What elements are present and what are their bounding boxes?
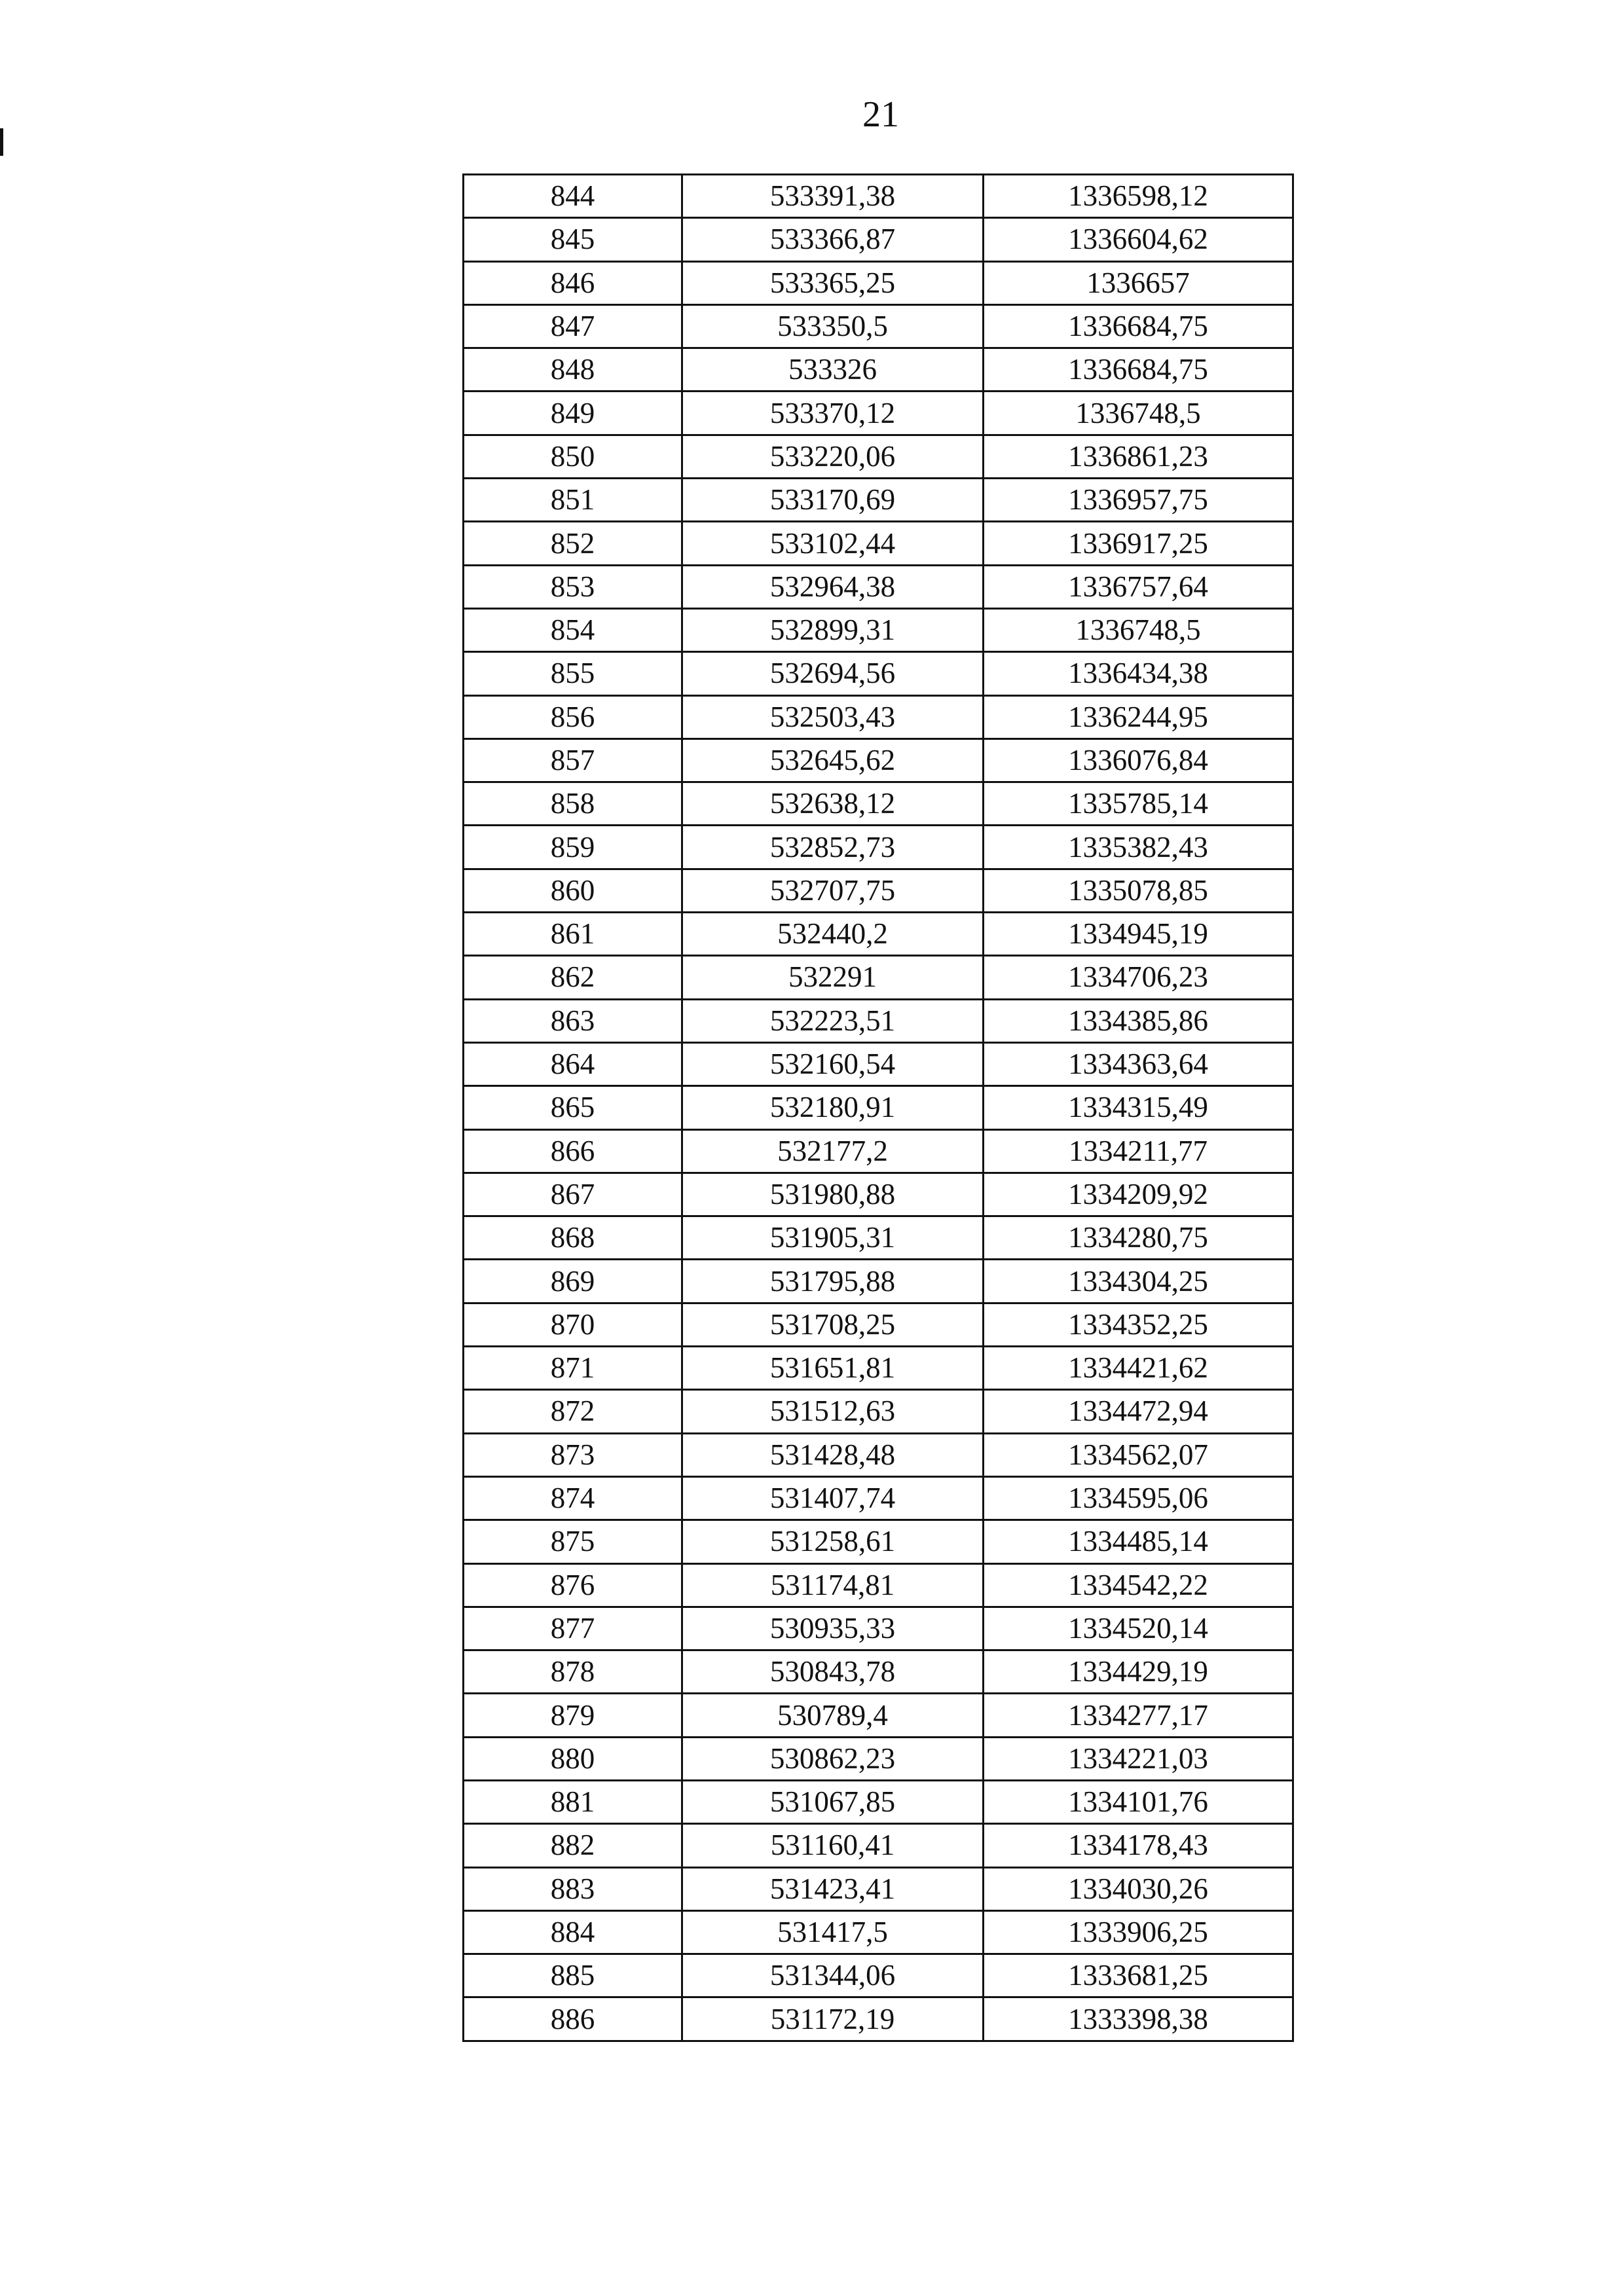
x-coordinate-cell: 532694,56 bbox=[682, 652, 984, 695]
point-number-cell: 848 bbox=[464, 348, 682, 392]
table-row bbox=[464, 913, 1293, 956]
x-coordinate-cell: 532223,51 bbox=[682, 999, 984, 1042]
x-coordinate-cell: 530789,4 bbox=[682, 1694, 984, 1737]
point-number-cell: 871 bbox=[464, 1347, 682, 1390]
x-coordinate-cell: 533326 bbox=[682, 348, 984, 392]
y-coordinate-cell: 1336076,84 bbox=[984, 738, 1293, 782]
point-number-cell: 850 bbox=[464, 435, 682, 478]
table-row bbox=[464, 1954, 1293, 1997]
x-coordinate-cell: 531172,19 bbox=[682, 1997, 984, 2041]
table-row bbox=[464, 738, 1293, 782]
table-row bbox=[464, 1607, 1293, 1650]
table-row bbox=[464, 1129, 1293, 1173]
x-coordinate-cell: 532503,43 bbox=[682, 695, 984, 738]
y-coordinate-cell: 1334562,07 bbox=[984, 1433, 1293, 1476]
table-row bbox=[464, 1563, 1293, 1607]
table-row bbox=[464, 1520, 1293, 1563]
y-coordinate-cell: 1336604,62 bbox=[984, 218, 1293, 261]
x-coordinate-cell: 530862,23 bbox=[682, 1737, 984, 1780]
x-coordinate-cell: 533220,06 bbox=[682, 435, 984, 478]
point-number-cell: 869 bbox=[464, 1260, 682, 1303]
y-coordinate-cell: 1334472,94 bbox=[984, 1390, 1293, 1433]
point-number-cell: 876 bbox=[464, 1563, 682, 1607]
point-number-cell: 868 bbox=[464, 1216, 682, 1260]
table-row bbox=[464, 1650, 1293, 1694]
point-number-cell: 879 bbox=[464, 1694, 682, 1737]
x-coordinate-cell: 532645,62 bbox=[682, 738, 984, 782]
table-row bbox=[464, 695, 1293, 738]
y-coordinate-cell: 1333681,25 bbox=[984, 1954, 1293, 1997]
table-row bbox=[464, 1390, 1293, 1433]
x-coordinate-cell: 532899,31 bbox=[682, 608, 984, 651]
table-row bbox=[464, 1910, 1293, 1954]
x-coordinate-cell: 532964,38 bbox=[682, 565, 984, 608]
y-coordinate-cell: 1336598,12 bbox=[984, 175, 1293, 218]
y-coordinate-cell: 1334595,06 bbox=[984, 1476, 1293, 1520]
y-coordinate-cell: 1336684,75 bbox=[984, 304, 1293, 348]
y-coordinate-cell: 1334485,14 bbox=[984, 1520, 1293, 1563]
table-row bbox=[464, 1260, 1293, 1303]
x-coordinate-cell: 531980,88 bbox=[682, 1173, 984, 1216]
y-coordinate-cell: 1336757,64 bbox=[984, 565, 1293, 608]
y-coordinate-cell: 1336684,75 bbox=[984, 348, 1293, 392]
coordinates-table bbox=[462, 173, 1294, 2042]
y-coordinate-cell: 1335382,43 bbox=[984, 826, 1293, 869]
table-row bbox=[464, 1433, 1293, 1476]
table-row bbox=[464, 435, 1293, 478]
point-number-cell: 881 bbox=[464, 1780, 682, 1823]
y-coordinate-cell: 1334706,23 bbox=[984, 956, 1293, 999]
table-row bbox=[464, 565, 1293, 608]
point-number-cell: 867 bbox=[464, 1173, 682, 1216]
x-coordinate-cell: 531160,41 bbox=[682, 1824, 984, 1867]
y-coordinate-cell: 1336748,5 bbox=[984, 608, 1293, 651]
x-coordinate-cell: 532180,91 bbox=[682, 1086, 984, 1129]
page-number: 21 bbox=[862, 94, 899, 135]
table-row bbox=[464, 999, 1293, 1042]
x-coordinate-cell: 532160,54 bbox=[682, 1042, 984, 1085]
table-row bbox=[464, 956, 1293, 999]
point-number-cell: 851 bbox=[464, 479, 682, 522]
y-coordinate-cell: 1335785,14 bbox=[984, 782, 1293, 826]
y-coordinate-cell: 1334363,64 bbox=[984, 1042, 1293, 1085]
x-coordinate-cell: 531905,31 bbox=[682, 1216, 984, 1260]
x-coordinate-cell: 532177,2 bbox=[682, 1129, 984, 1173]
x-coordinate-cell: 533391,38 bbox=[682, 175, 984, 218]
table-row bbox=[464, 1780, 1293, 1823]
y-coordinate-cell: 1334352,25 bbox=[984, 1303, 1293, 1346]
table-row bbox=[464, 1042, 1293, 1085]
x-coordinate-cell: 531258,61 bbox=[682, 1520, 984, 1563]
table-row bbox=[464, 218, 1293, 261]
y-coordinate-cell: 1334421,62 bbox=[984, 1347, 1293, 1390]
y-coordinate-cell: 1336434,38 bbox=[984, 652, 1293, 695]
table-row bbox=[464, 1216, 1293, 1260]
y-coordinate-cell: 1336957,75 bbox=[984, 479, 1293, 522]
x-coordinate-cell: 531423,41 bbox=[682, 1867, 984, 1910]
point-number-cell: 852 bbox=[464, 522, 682, 565]
point-number-cell: 853 bbox=[464, 565, 682, 608]
table-row bbox=[464, 1347, 1293, 1390]
y-coordinate-cell: 1334178,43 bbox=[984, 1824, 1293, 1867]
table-row bbox=[464, 608, 1293, 651]
scan-edge-mark bbox=[0, 128, 3, 156]
point-number-cell: 861 bbox=[464, 913, 682, 956]
point-number-cell: 845 bbox=[464, 218, 682, 261]
point-number-cell: 872 bbox=[464, 1390, 682, 1433]
x-coordinate-cell: 531174,81 bbox=[682, 1563, 984, 1607]
point-number-cell: 864 bbox=[464, 1042, 682, 1085]
table-row bbox=[464, 826, 1293, 869]
y-coordinate-cell: 1334101,76 bbox=[984, 1780, 1293, 1823]
x-coordinate-cell: 530843,78 bbox=[682, 1650, 984, 1694]
point-number-cell: 847 bbox=[464, 304, 682, 348]
point-number-cell: 870 bbox=[464, 1303, 682, 1346]
table-row bbox=[464, 652, 1293, 695]
table-row bbox=[464, 1303, 1293, 1346]
x-coordinate-cell: 533170,69 bbox=[682, 479, 984, 522]
table-row bbox=[464, 1086, 1293, 1129]
point-number-cell: 878 bbox=[464, 1650, 682, 1694]
table-row bbox=[464, 479, 1293, 522]
x-coordinate-cell: 533350,5 bbox=[682, 304, 984, 348]
point-number-cell: 849 bbox=[464, 392, 682, 435]
y-coordinate-cell: 1334385,86 bbox=[984, 999, 1293, 1042]
table-row bbox=[464, 304, 1293, 348]
y-coordinate-cell: 1334277,17 bbox=[984, 1694, 1293, 1737]
table-row bbox=[464, 1173, 1293, 1216]
point-number-cell: 874 bbox=[464, 1476, 682, 1520]
y-coordinate-cell: 1336657 bbox=[984, 261, 1293, 304]
y-coordinate-cell: 1336748,5 bbox=[984, 392, 1293, 435]
point-number-cell: 862 bbox=[464, 956, 682, 999]
y-coordinate-cell: 1336244,95 bbox=[984, 695, 1293, 738]
table-row bbox=[464, 522, 1293, 565]
x-coordinate-cell: 532707,75 bbox=[682, 869, 984, 912]
table-row bbox=[464, 261, 1293, 304]
y-coordinate-cell: 1334280,75 bbox=[984, 1216, 1293, 1260]
x-coordinate-cell: 531708,25 bbox=[682, 1303, 984, 1346]
point-number-cell: 860 bbox=[464, 869, 682, 912]
point-number-cell: 882 bbox=[464, 1824, 682, 1867]
point-number-cell: 858 bbox=[464, 782, 682, 826]
y-coordinate-cell: 1334520,14 bbox=[984, 1607, 1293, 1650]
point-number-cell: 886 bbox=[464, 1997, 682, 2041]
point-number-cell: 855 bbox=[464, 652, 682, 695]
x-coordinate-cell: 533366,87 bbox=[682, 218, 984, 261]
y-coordinate-cell: 1334542,22 bbox=[984, 1563, 1293, 1607]
x-coordinate-cell: 531651,81 bbox=[682, 1347, 984, 1390]
point-number-cell: 859 bbox=[464, 826, 682, 869]
x-coordinate-cell: 531344,06 bbox=[682, 1954, 984, 1997]
x-coordinate-cell: 533370,12 bbox=[682, 392, 984, 435]
point-number-cell: 884 bbox=[464, 1910, 682, 1954]
table-row bbox=[464, 348, 1293, 392]
y-coordinate-cell: 1334221,03 bbox=[984, 1737, 1293, 1780]
point-number-cell: 880 bbox=[464, 1737, 682, 1780]
x-coordinate-cell: 533102,44 bbox=[682, 522, 984, 565]
table-row bbox=[464, 1694, 1293, 1737]
y-coordinate-cell: 1334315,49 bbox=[984, 1086, 1293, 1129]
coordinates-table-body bbox=[464, 175, 1293, 2041]
point-number-cell: 863 bbox=[464, 999, 682, 1042]
x-coordinate-cell: 533365,25 bbox=[682, 261, 984, 304]
y-coordinate-cell: 1333906,25 bbox=[984, 1910, 1293, 1954]
point-number-cell: 844 bbox=[464, 175, 682, 218]
point-number-cell: 875 bbox=[464, 1520, 682, 1563]
y-coordinate-cell: 1334304,25 bbox=[984, 1260, 1293, 1303]
point-number-cell: 865 bbox=[464, 1086, 682, 1129]
x-coordinate-cell: 532440,2 bbox=[682, 913, 984, 956]
x-coordinate-cell: 531067,85 bbox=[682, 1780, 984, 1823]
point-number-cell: 854 bbox=[464, 608, 682, 651]
point-number-cell: 857 bbox=[464, 738, 682, 782]
y-coordinate-cell: 1334211,77 bbox=[984, 1129, 1293, 1173]
point-number-cell: 877 bbox=[464, 1607, 682, 1650]
table-row bbox=[464, 869, 1293, 912]
table-row bbox=[464, 1997, 1293, 2041]
table-row bbox=[464, 175, 1293, 218]
x-coordinate-cell: 531428,48 bbox=[682, 1433, 984, 1476]
point-number-cell: 883 bbox=[464, 1867, 682, 1910]
x-coordinate-cell: 531795,88 bbox=[682, 1260, 984, 1303]
table-row bbox=[464, 782, 1293, 826]
table-row bbox=[464, 392, 1293, 435]
point-number-cell: 846 bbox=[464, 261, 682, 304]
x-coordinate-cell: 531512,63 bbox=[682, 1390, 984, 1433]
x-coordinate-cell: 531417,5 bbox=[682, 1910, 984, 1954]
x-coordinate-cell: 530935,33 bbox=[682, 1607, 984, 1650]
y-coordinate-cell: 1334429,19 bbox=[984, 1650, 1293, 1694]
y-coordinate-cell: 1334209,92 bbox=[984, 1173, 1293, 1216]
table-row bbox=[464, 1737, 1293, 1780]
point-number-cell: 866 bbox=[464, 1129, 682, 1173]
point-number-cell: 885 bbox=[464, 1954, 682, 1997]
x-coordinate-cell: 532852,73 bbox=[682, 826, 984, 869]
x-coordinate-cell: 531407,74 bbox=[682, 1476, 984, 1520]
y-coordinate-cell: 1333398,38 bbox=[984, 1997, 1293, 2041]
table-row bbox=[464, 1824, 1293, 1867]
y-coordinate-cell: 1336917,25 bbox=[984, 522, 1293, 565]
x-coordinate-cell: 532638,12 bbox=[682, 782, 984, 826]
y-coordinate-cell: 1335078,85 bbox=[984, 869, 1293, 912]
y-coordinate-cell: 1334030,26 bbox=[984, 1867, 1293, 1910]
table-row bbox=[464, 1476, 1293, 1520]
point-number-cell: 856 bbox=[464, 695, 682, 738]
point-number-cell: 873 bbox=[464, 1433, 682, 1476]
y-coordinate-cell: 1336861,23 bbox=[984, 435, 1293, 478]
table-row bbox=[464, 1867, 1293, 1910]
x-coordinate-cell: 532291 bbox=[682, 956, 984, 999]
y-coordinate-cell: 1334945,19 bbox=[984, 913, 1293, 956]
